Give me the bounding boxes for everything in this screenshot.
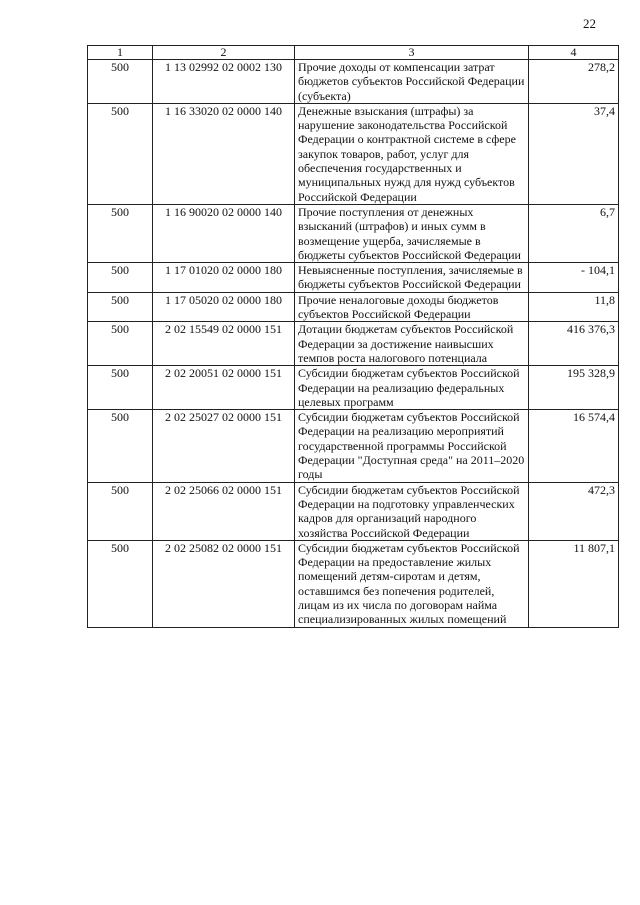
amount-cell: 37,4 [529,103,619,204]
revenue-name-cell: Субсидии бюджетам субъектов Российской Федерации на подготовку управленческих кадров для организаций народного хозяйства Российской Федерации [295,482,529,540]
amount-cell: 472,3 [529,482,619,540]
budget-code-cell: 1 17 05020 02 0000 180 [153,292,295,322]
budget-code-cell: 1 13 02992 02 0002 130 [153,60,295,104]
amount-cell: - 104,1 [529,263,619,293]
revenue-name-cell: Денежные взыскания (штрафы) за нарушение законодательства Российской Федерации о контрактной системе в сфере закупок товаров, работ, услуг для обеспечения государственных и муниципальных нужд для нужд субъектов Российской Федерации [295,103,529,204]
admin-code-cell: 500 [88,263,153,293]
revenue-name-cell: Прочие поступления от денежных взысканий (штрафов) и иных сумм в возмещение ущерба, зачисляемые в бюджеты субъектов Российской Федерации [295,204,529,262]
table-row [88,410,619,482]
budget-code-cell: 1 16 33020 02 0000 140 [153,103,295,204]
budget-code-cell: 1 17 01020 02 0000 180 [153,263,295,293]
amount-cell: 11,8 [529,292,619,322]
admin-code-cell: 500 [88,322,153,366]
admin-code-cell: 500 [88,204,153,262]
budget-code-cell: 2 02 15549 02 0000 151 [153,322,295,366]
header-col-3: 3 [295,46,529,60]
table-row [88,540,619,627]
admin-code-cell: 500 [88,366,153,410]
budget-code-cell: 2 02 25082 02 0000 151 [153,540,295,627]
revenue-name-cell: Невыясненные поступления, зачисляемые в бюджеты субъектов Российской Федерации [295,263,529,293]
header-col-2: 2 [153,46,295,60]
revenue-name-cell: Прочие неналоговые доходы бюджетов субъектов Российской Федерации [295,292,529,322]
amount-cell: 416 376,3 [529,322,619,366]
amount-cell: 16 574,4 [529,410,619,482]
table-row [88,322,619,366]
table-header-row [88,46,619,60]
header-col-1: 1 [88,46,153,60]
revenue-name-cell: Прочие доходы от компенсации затрат бюджетов субъектов Российской Федерации (субъекта) [295,60,529,104]
amount-cell: 278,2 [529,60,619,104]
page-number: 22 [583,16,596,31]
admin-code-cell: 500 [88,482,153,540]
admin-code-cell: 500 [88,60,153,104]
amount-cell: 6,7 [529,204,619,262]
revenue-name-cell: Субсидии бюджетам субъектов Российской Федерации на предоставление жилых помещений детям-сиротам и детям, оставшимся без попечения родителей, лицам из их числа по договорам найма специализированных жилых помещений [295,540,529,627]
table-row [88,103,619,204]
budget-code-cell: 2 02 20051 02 0000 151 [153,366,295,410]
admin-code-cell: 500 [88,103,153,204]
admin-code-cell: 500 [88,292,153,322]
budget-code-cell: 2 02 25027 02 0000 151 [153,410,295,482]
budget-code-cell: 1 16 90020 02 0000 140 [153,204,295,262]
revenue-name-cell: Дотации бюджетам субъектов Российской Федерации за достижение наивысших темпов роста налогового потенциала [295,322,529,366]
amount-cell: 195 328,9 [529,366,619,410]
admin-code-cell: 500 [88,540,153,627]
table-row [88,366,619,410]
budget-code-cell: 2 02 25066 02 0000 151 [153,482,295,540]
revenue-name-cell: Субсидии бюджетам субъектов Российской Федерации на реализацию федеральных целевых программ [295,366,529,410]
revenue-name-cell: Субсидии бюджетам субъектов Российской Федерации на реализацию мероприятий государственной программы Российской Федерации "Доступная среда" на 2011–2020 годы [295,410,529,482]
header-col-4: 4 [529,46,619,60]
table-row [88,292,619,322]
budget-revenue-table [87,45,619,628]
table-row [88,60,619,104]
admin-code-cell: 500 [88,410,153,482]
table-row [88,204,619,262]
table-row [88,482,619,540]
amount-cell: 11 807,1 [529,540,619,627]
table-row [88,263,619,293]
